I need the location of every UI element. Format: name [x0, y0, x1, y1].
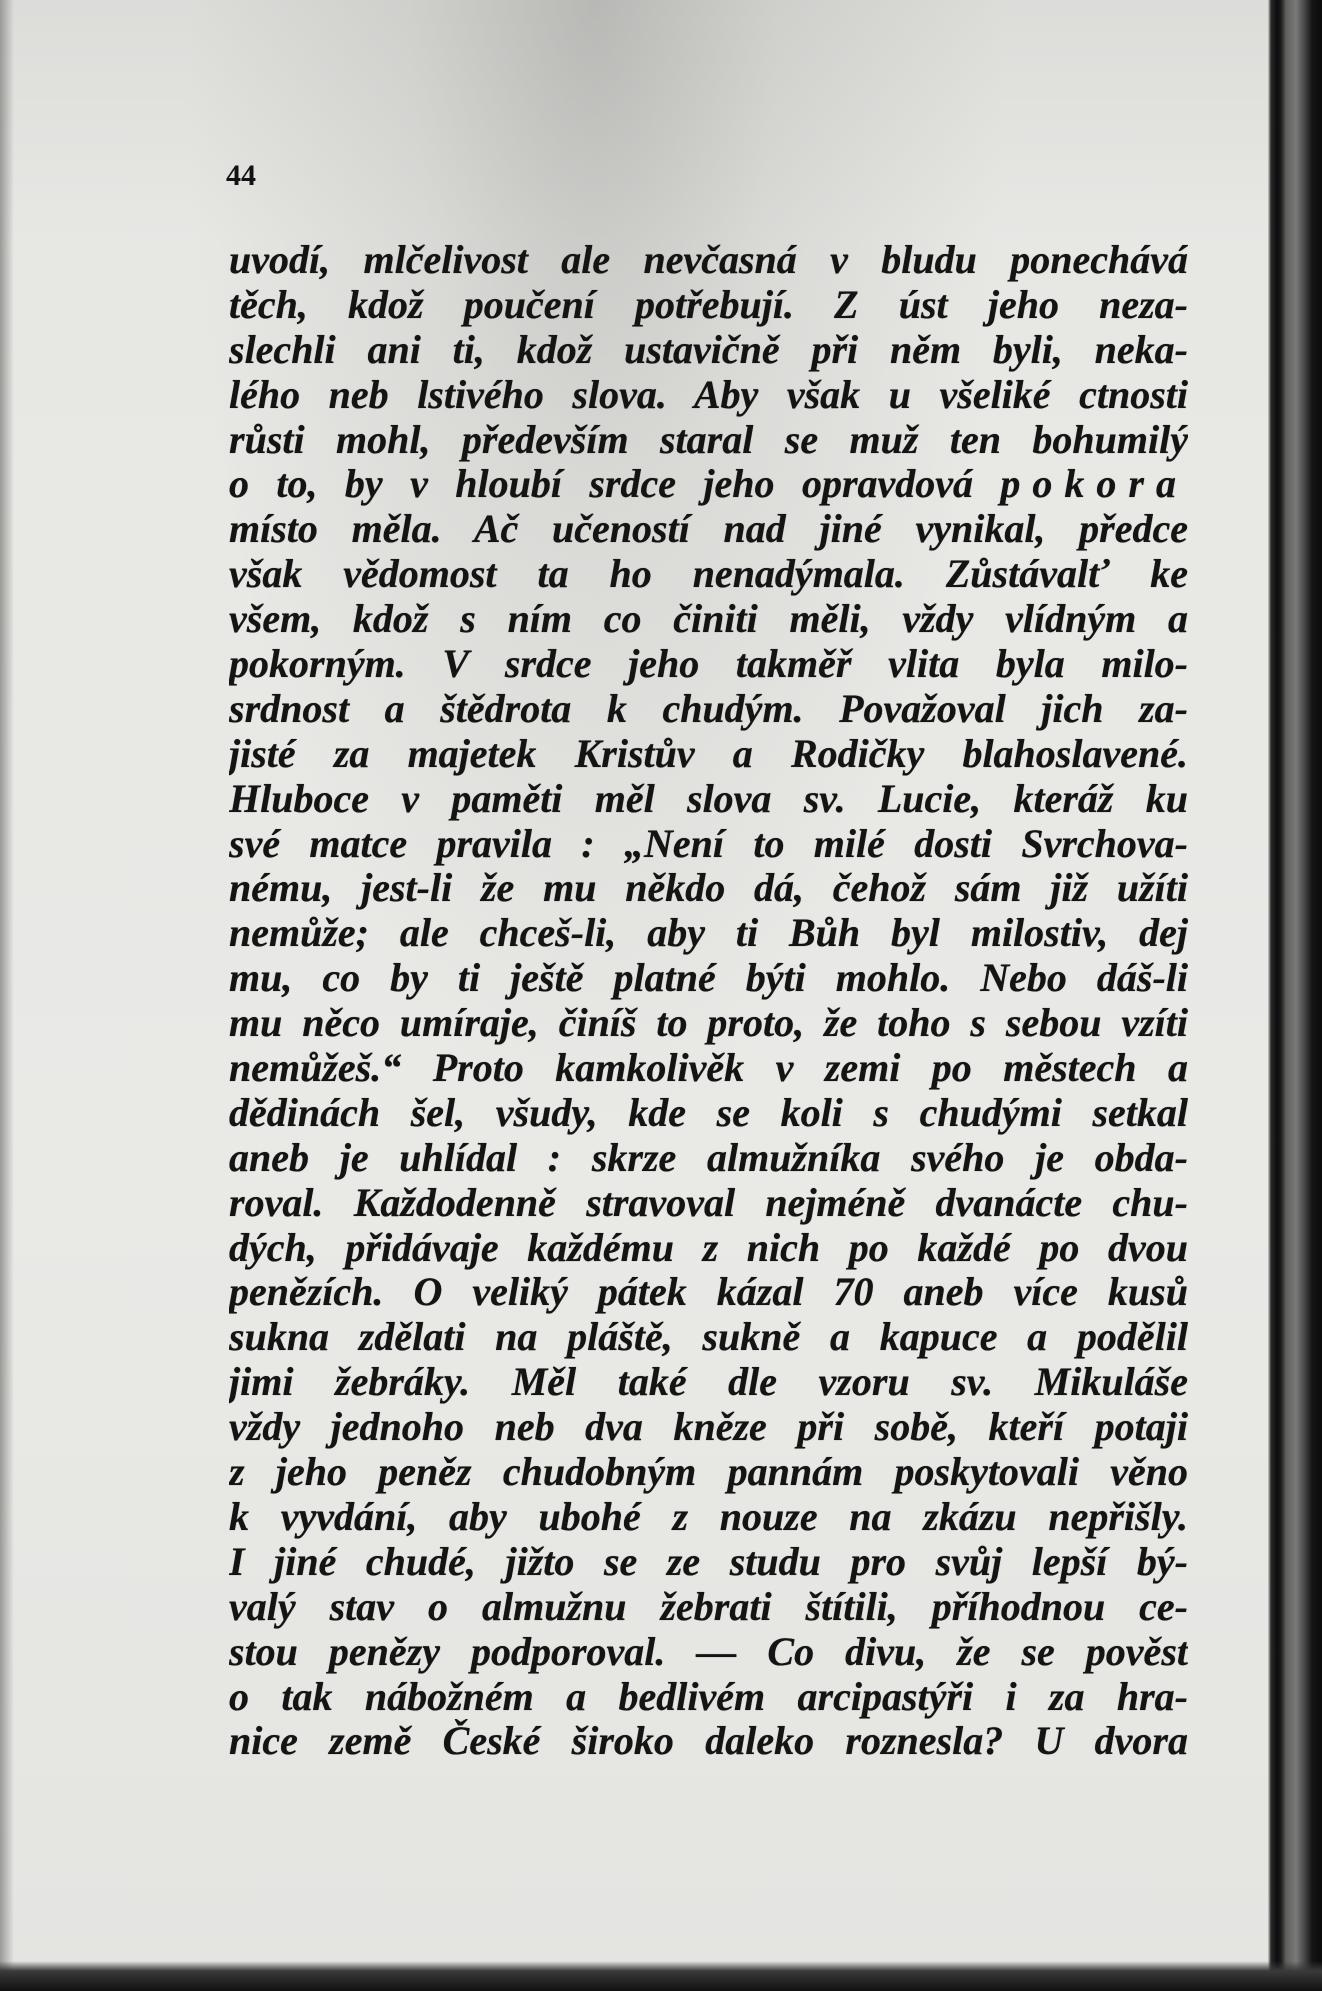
text-line-part: o to, by v hloubí srdce jeho opravdová [229, 462, 974, 507]
text-line: Hluboce v paměti měl slova sv. Lucie, kteráž ku [229, 776, 1188, 821]
text-line: těch, kdož poučení potřebují. Z úst jeho neza- [229, 282, 1188, 327]
text-line: nemůžeš.“ Proto kamkolivěk v zemi po městech a [229, 1046, 1188, 1091]
text-line: nému, jest-li že mu někdo dá, čehož sám již užíti [229, 866, 1188, 911]
text-line: o tak nábožném a bedlivém arcipastýři i za hra- [229, 1674, 1188, 1719]
text-line: lého neb lstivého slova. Aby však u všeliké ctnosti [229, 372, 1188, 417]
text-line: stou penězy podporoval. — Co divu, že se pověst [229, 1629, 1188, 1674]
text-line: mu něco umíraje, činíš to proto, že toho s sebou vzíti [229, 1001, 1188, 1046]
text-line: nice země České široko daleko roznesla? U dvora [229, 1719, 1188, 1764]
text-line: dědinách šel, všudy, kde se koli s chudými setkal [229, 1090, 1188, 1135]
text-line: penězích. O veliký pátek kázal 70 aneb více kusů [229, 1270, 1188, 1315]
text-line: pokorným. V srdce jeho takměř vlita byla milo- [229, 642, 1188, 687]
body-text [229, 238, 1188, 1764]
text-line: místo měla. Ač učeností nad jiné vynikal, předce [229, 507, 1188, 552]
text-line: růsti mohl, především staral se muž ten bohumilý [229, 417, 1188, 462]
text-line: jimi žebráky. Měl také dle vzoru sv. Mikuláše [229, 1360, 1188, 1405]
page-left-edge-shadow [0, 0, 14, 1991]
emphasized-word: pokora [1000, 462, 1188, 507]
page-bottom-edge-shadow [0, 1961, 1322, 1991]
text-line: však vědomost ta ho nenadýmala. Zůstávalť ke [229, 552, 1188, 597]
text-line: mu, co by ti ještě platné býti mohlo. Nebo dáš-li [229, 956, 1188, 1001]
text-line: všem, kdož s ním co činiti měli, vždy vlídným a [229, 597, 1188, 642]
text-line [229, 462, 1188, 507]
text-line: sukna zdělati na pláště, sukně a kapuce a podělil [229, 1315, 1188, 1360]
text-line: nemůže; ale chceš-li, aby ti Bůh byl milostiv, dej [229, 911, 1188, 956]
text-line: své matce pravila : „Není to milé dosti Svrchova- [229, 821, 1188, 866]
text-line: valý stav o almužnu žebrati štítili, příhodnou ce- [229, 1584, 1188, 1629]
text-line: aneb je uhlídal : skrze almužníka svého je obda- [229, 1135, 1188, 1180]
text-line: I jiné chudé, jižto se ze studu pro svůj lepší bý- [229, 1539, 1188, 1584]
page-number: 44 [226, 159, 256, 192]
page-binding-shadow [1268, 0, 1322, 1991]
text-line: vždy jednoho neb dva kněze při sobě, kteří potaji [229, 1405, 1188, 1450]
text-line: roval. Každodenně stravoval nejméně dvanácte chu- [229, 1180, 1188, 1225]
text-line: dých, přidávaje každému z nich po každé po dvou [229, 1225, 1188, 1270]
text-line: uvodí, mlčelivost ale nevčasná v bludu ponechává [229, 238, 1188, 282]
text-line: jisté za majetek Kristův a Rodičky blahoslavené. [229, 731, 1188, 776]
text-line: srdnost a štědrota k chudým. Považoval jich za- [229, 686, 1188, 731]
text-line: slechli ani ti, kdož ustavičně při něm byli, neka- [229, 327, 1188, 372]
text-line: k vyvdání, aby ubohé z nouze na zkázu nepřišly. [229, 1494, 1188, 1539]
text-line: z jeho peněz chudobným pannám poskytovali věno [229, 1450, 1188, 1495]
